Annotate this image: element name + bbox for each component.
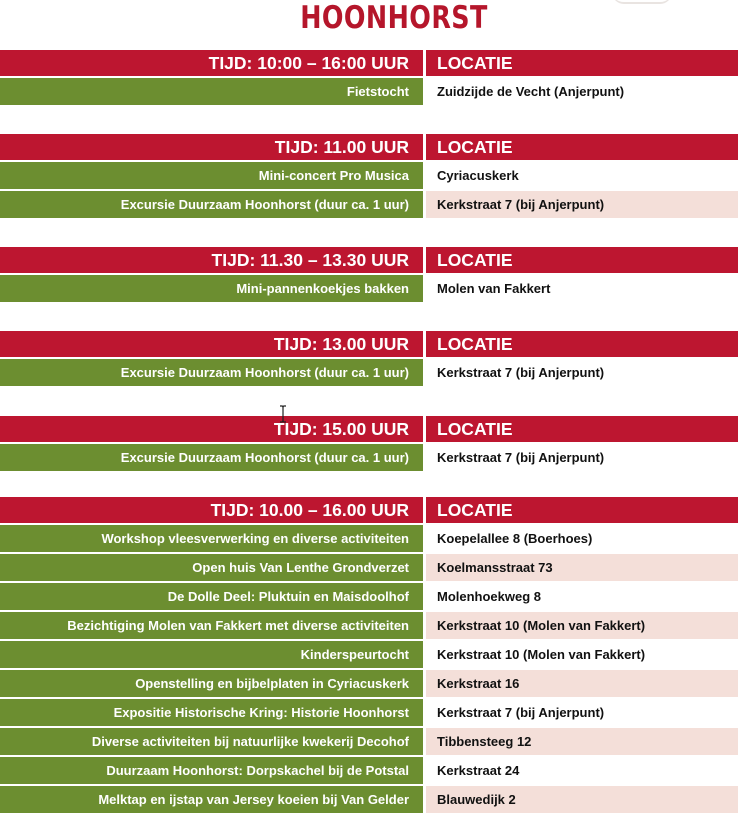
location-cell: Cyriacuskerk <box>426 162 738 189</box>
activity-cell: Expositie Historische Kring: Historie Hoonhorst <box>0 699 423 726</box>
schedule-section <box>0 331 738 388</box>
location-cell: Molenhoekweg 8 <box>426 583 738 610</box>
activity-cell: Workshop vleesverwerking en diverse activiteiten <box>0 525 423 552</box>
schedule-row <box>0 275 738 302</box>
location-cell: Kerkstraat 10 (Molen van Fakkert) <box>426 612 738 639</box>
schedule-row <box>0 162 738 189</box>
time-header: TIJD: 10:00 – 16:00 UUR <box>0 50 423 76</box>
section-header <box>0 50 738 76</box>
activity-cell: Excursie Duurzaam Hoonhorst (duur ca. 1 uur) <box>0 191 423 218</box>
activity-cell: De Dolle Deel: Pluktuin en Maisdoolhof <box>0 583 423 610</box>
time-header: TIJD: 11.30 – 13.30 UUR <box>0 247 423 273</box>
text-cursor-icon <box>279 405 287 423</box>
activity-cell: Fietstocht <box>0 78 423 105</box>
activity-cell: Mini-pannenkoekjes bakken <box>0 275 423 302</box>
schedule-section <box>0 134 738 220</box>
activity-cell: Bezichtiging Molen van Fakkert met diverse activiteiten <box>0 612 423 639</box>
page-title: HOONHORST <box>300 0 488 36</box>
activity-cell: Openstelling en bijbelplaten in Cyriacuskerk <box>0 670 423 697</box>
schedule-row <box>0 612 738 639</box>
location-cell: Koepelallee 8 (Boerhoes) <box>426 525 738 552</box>
location-header: LOCATIE <box>426 50 738 76</box>
section-header <box>0 331 738 357</box>
location-header: LOCATIE <box>426 247 738 273</box>
activity-cell: Melktap en ijstap van Jersey koeien bij Van Gelder <box>0 786 423 813</box>
activity-cell: Excursie Duurzaam Hoonhorst (duur ca. 1 uur) <box>0 359 423 386</box>
location-header: LOCATIE <box>426 497 738 523</box>
activity-cell: Duurzaam Hoonhorst: Dorpskachel bij de Potstal <box>0 757 423 784</box>
schedule-row <box>0 641 738 668</box>
schedule-section <box>0 50 738 107</box>
schedule-row <box>0 583 738 610</box>
location-cell: Kerkstraat 24 <box>426 757 738 784</box>
time-header: TIJD: 10.00 – 16.00 UUR <box>0 497 423 523</box>
location-cell: Zuidzijde de Vecht (Anjerpunt) <box>426 78 738 105</box>
location-cell: Kerkstraat 7 (bij Anjerpunt) <box>426 359 738 386</box>
time-header: TIJD: 13.00 UUR <box>0 331 423 357</box>
activity-cell: Diverse activiteiten bij natuurlijke kwekerij Decohof <box>0 728 423 755</box>
schedule-row <box>0 786 738 813</box>
section-header <box>0 497 738 523</box>
location-cell: Kerkstraat 7 (bij Anjerpunt) <box>426 699 738 726</box>
location-header: LOCATIE <box>426 331 738 357</box>
schedule-row <box>0 554 738 581</box>
location-cell: Blauwedijk 2 <box>426 786 738 813</box>
location-cell: Koelmansstraat 73 <box>426 554 738 581</box>
schedule-row <box>0 78 738 105</box>
schedule-section <box>0 416 738 473</box>
schedule-row <box>0 191 738 218</box>
section-header <box>0 247 738 273</box>
activity-cell: Open huis Van Lenthe Grondverzet <box>0 554 423 581</box>
decorative-arc <box>612 0 672 4</box>
location-header: LOCATIE <box>426 134 738 160</box>
location-cell: Kerkstraat 10 (Molen van Fakkert) <box>426 641 738 668</box>
schedule-row <box>0 525 738 552</box>
location-cell: Kerkstraat 16 <box>426 670 738 697</box>
schedule-row <box>0 359 738 386</box>
time-header: TIJD: 11.00 UUR <box>0 134 423 160</box>
time-header: TIJD: 15.00 UUR <box>0 416 423 442</box>
location-cell: Kerkstraat 7 (bij Anjerpunt) <box>426 191 738 218</box>
schedule-section <box>0 247 738 304</box>
activity-cell: Kinderspeurtocht <box>0 641 423 668</box>
schedule-row <box>0 728 738 755</box>
schedule-row <box>0 699 738 726</box>
schedule-row <box>0 757 738 784</box>
activity-cell: Mini-concert Pro Musica <box>0 162 423 189</box>
location-cell: Molen van Fakkert <box>426 275 738 302</box>
schedule-row <box>0 444 738 471</box>
activity-cell: Excursie Duurzaam Hoonhorst (duur ca. 1 uur) <box>0 444 423 471</box>
section-header <box>0 134 738 160</box>
schedule-row <box>0 670 738 697</box>
schedule-section <box>0 497 738 815</box>
location-cell: Kerkstraat 7 (bij Anjerpunt) <box>426 444 738 471</box>
location-cell: Tibbensteeg 12 <box>426 728 738 755</box>
location-header: LOCATIE <box>426 416 738 442</box>
section-header <box>0 416 738 442</box>
